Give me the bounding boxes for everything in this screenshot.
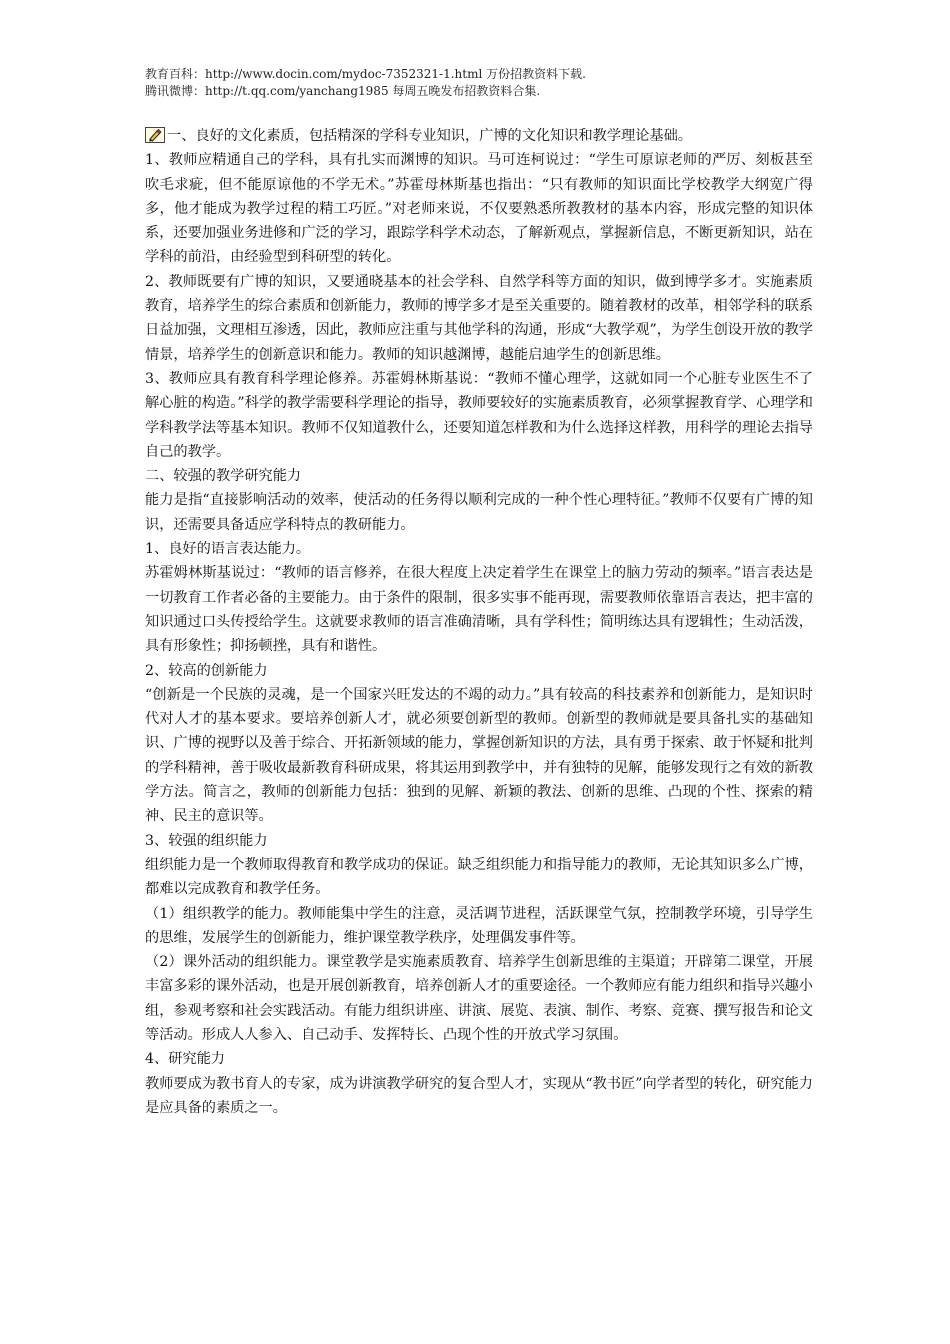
pencil-note-icon xyxy=(145,127,165,143)
subheading: 3、较强的组织能力 xyxy=(145,832,268,849)
document-body xyxy=(145,124,813,1120)
paragraph: 组织能力是一个教师取得教育和教学成功的保证。缺乏组织能力和指导能力的教师，无论其知识多么广博，都难以完成教育和教学任务。 xyxy=(145,856,813,898)
section-heading-1 xyxy=(145,124,813,148)
paragraph: 苏霍姆林斯基说过：“教师的语言修养，在很大程度上决定着学生在课堂上的脑力劳动的频率。”语言表达是一切教育工作者必备的主要能力。由于条件的限制，很多实事不能再现，需要教师依靠语言表达，把丰富的知识通过口头传授给学生。这就要求教师的语言准确清晰，具有学科性；简明练达具有逻辑性；生动活泼，具有形象性；抑扬顿挫，具有和谐性。 xyxy=(145,565,813,655)
section-heading-2: 二、较强的教学研究能力 xyxy=(145,468,302,485)
paragraph: （1）组织教学的能力。教师能集中学生的注意，灵活调节进程，活跃课堂气氛，控制教学环境，引导学生的思维，发展学生的创新能力，维护课堂教学秩序，处理偶发事件等。 xyxy=(145,905,813,946)
subheading: 4、研究能力 xyxy=(145,1051,225,1068)
paragraph: 1、教师应精通自己的学科，具有扎实而渊博的知识。马可连柯说过：“学生可原谅老师的严厉、刻板甚至吹毛求疵，但不能原谅他的不学无术。”苏霍母林斯基也指出：“只有教师的知识面比学校教学大纲宽广得多，他才能成为教学过程的精工巧匠。”对老师来说，不仅要熟悉所教教材的基本内容，形成完整的知识体系，还要加强业务进修和广泛的学习，跟踪学科学术动态，了解新观点，掌握新信息，不断更新知识，站在学科的前沿，由经验型到科研型的转化。 xyxy=(145,152,813,266)
page-header xyxy=(145,66,586,100)
paragraph: 能力是指“直接影响活动的效率，使活动的任务得以顺利完成的一种个性心理特征。”教师不仅要有广博的知识，还需要具备适应学科特点的教研能力。 xyxy=(145,492,813,533)
paragraph: 3、教师应具有教育科学理论修养。苏霍姆林斯基说：“教师不懂心理学，这就如同一个心脏专业医生不了解心脏的构造。”科学的教学需要科学理论的指导，教师要较好的实施素质教育，必须掌握教育学、心理学和学科教学法等基本知识。教师不仅知道教什么，还要知道怎样教和为什么选择这样教，用科学的理论去指导自己的教学。 xyxy=(145,370,813,460)
subheading: 1、良好的语言表达能力。 xyxy=(145,541,311,558)
paragraph: 2、教师既要有广博的知识，又要通晓基本的社会学科、自然学科等方面的知识，做到博学多才。实施素质教育，培养学生的综合素质和创新能力，教师的博学多才是至关重要的。随着教材的改革，相邻学科的联系日益加强，文理相互渗透，因此，教师应注重与其他学科的沟通，形成“大教学观”，为学生创设开放的教学情景，培养学生的创新意识和能力。教师的知识越渊博，越能启迪学生的创新思维。 xyxy=(145,273,813,363)
section-heading-1-text: 一、良好的文化素质，包括精深的学科专业知识，广博的文化知识和教学理论基础。 xyxy=(167,128,692,144)
header-line-docin: 教育百科：http://www.docin.com/mydoc-7352321-1.html 万份招教资料下载. xyxy=(145,67,586,81)
paragraph: “创新是一个民族的灵魂，是一个国家兴旺发达的不竭的动力。”具有较高的科技素养和创新能力，是知识时代对人才的基本要求。要培养创新人才，就必须要创新型的教师。创新型的教师就是要具备扎实的基础知识、广博的视野以及善于综合、开拓新领域的能力，掌握创新知识的方法，具有勇于探索、敢于怀疑和批判的学科精神，善于吸收最新教育科研成果，将其运用到教学中，并有独特的见解，能够发现行之有效的新教学方法。简言之，教师的创新能力包括：独到的见解、新颖的教法、创新的思维、凸现的个性、探索的精神、民主的意识等。 xyxy=(145,686,813,825)
header-line-weibo: 腾讯微博：http://t.qq.com/yanchang1985 每周五晚发布招教资料合集. xyxy=(145,84,541,98)
paragraph: 教师要成为教书育人的专家，成为讲演教学研究的复合型人才，实现从“教书匠”向学者型的转化，研究能力是应具备的素质之一。 xyxy=(145,1075,813,1116)
subheading: 2、较高的创新能力 xyxy=(145,662,268,679)
paragraph: （2）课外活动的组织能力。课堂教学是实施素质教育、培养学生创新思维的主渠道；开辟第二课堂，开展丰富多彩的课外活动，也是开展创新教育，培养创新人才的重要途径。一个教师应有能力组织和指导兴趣小组，参观考察和社会实践活动。有能力组织讲座、讲演、展览、表演、制作、考察、竞赛、撰写报告和论文等活动。形成人人参入、自己动手、发挥特长、凸现个性的开放式学习氛围。 xyxy=(145,954,813,1043)
